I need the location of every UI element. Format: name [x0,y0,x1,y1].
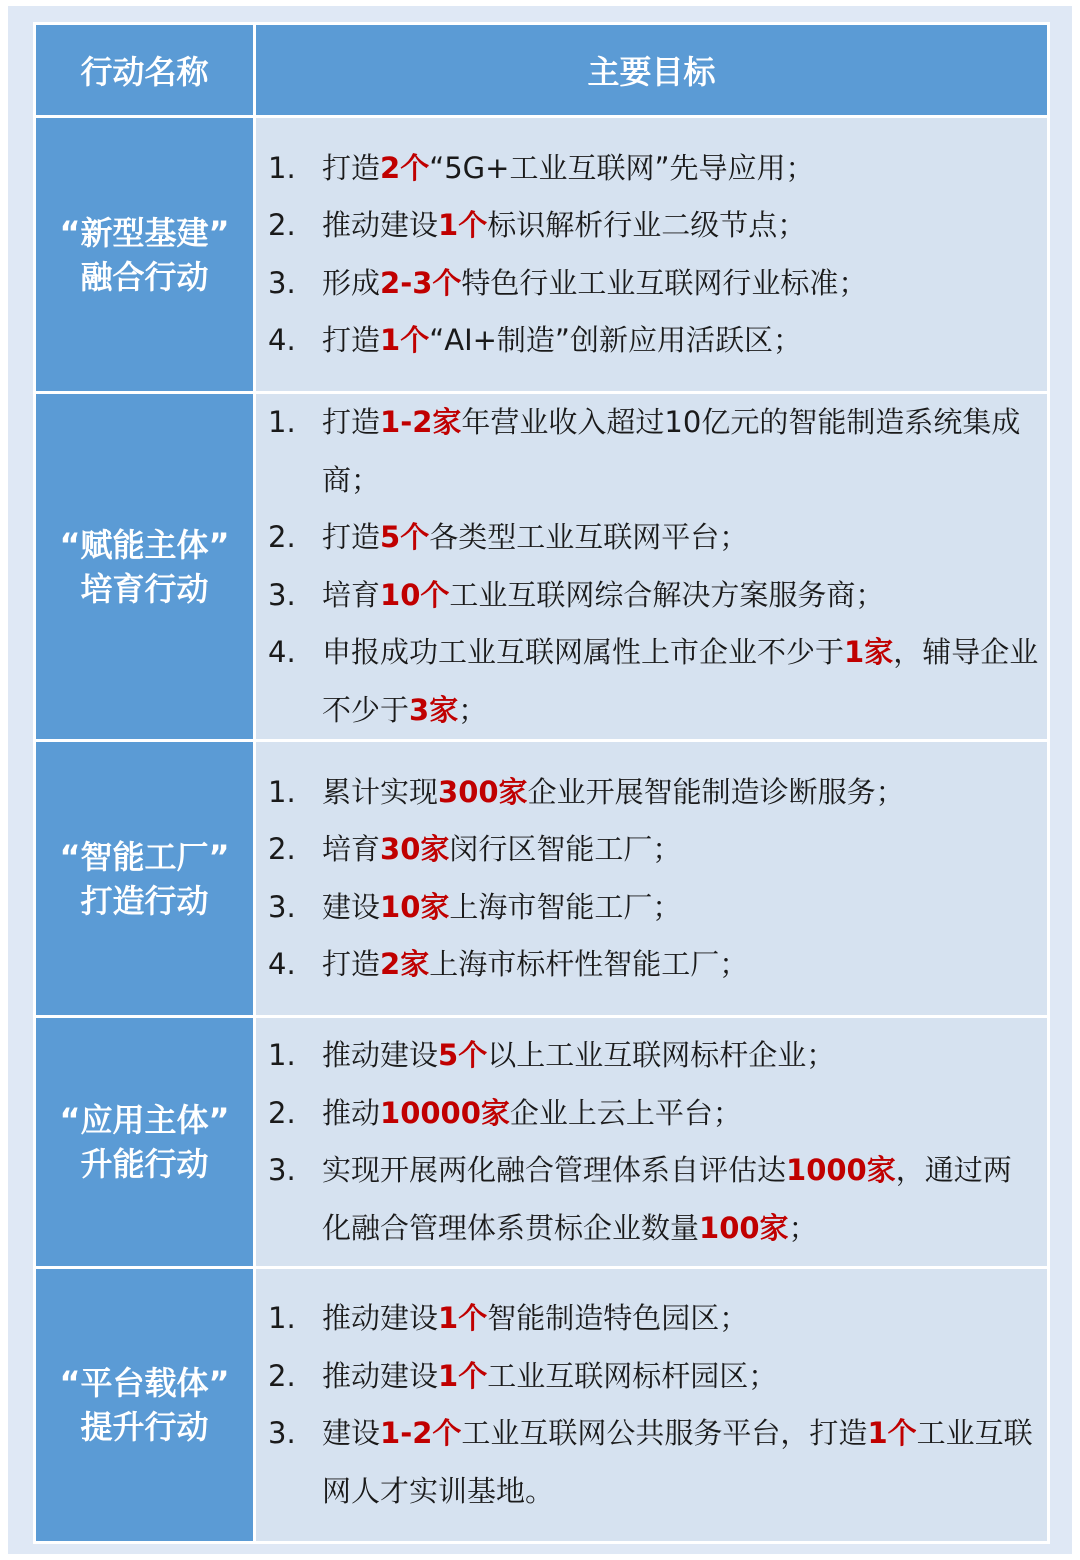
goal-item-number: 2. [268,520,296,554]
goal-item [266,1348,1039,1406]
goal-text: 推动 [322,1095,381,1130]
goal-item [266,1290,1039,1348]
goal-highlight-figure: 1-2家 [380,405,462,439]
action-name-line1: “平台载体” [59,1364,230,1402]
goal-highlight-figure: 10个 [380,577,450,612]
action-name-line2: 提升行动 [80,1408,209,1446]
goal-cell [255,117,1049,393]
goal-text: 打造 [322,947,381,981]
goal-text: 以上工业互联网标杆企业； [487,1038,836,1072]
goal-cell [255,1268,1049,1543]
goal-item-number: 3. [268,577,296,612]
goal-text: 推动建设 [322,208,439,242]
goal-text: 建设 [322,1416,381,1450]
table-header-row [35,24,1049,117]
goal-list [256,394,1047,739]
goal-item [266,1085,1039,1143]
goal-item [266,509,1039,567]
goal-highlight-figure: 2个 [380,150,430,185]
goal-highlight-figure: 100家 [699,1210,789,1245]
goal-text: 建设 [322,889,381,924]
goal-text: “AI+制造”创新应用活跃区； [429,323,802,357]
goal-text: 累计实现 [322,774,439,809]
goal-highlight-figure: 10家 [380,889,450,924]
goal-text: 工业互联网公共服务平台，打造 [461,1416,868,1450]
header-action-name: 行动名称 [35,24,255,117]
goal-text: 标识解析行业二级节点； [487,208,807,242]
goal-item [266,197,1039,255]
goal-text: 申报成功工业互联网属性上市企业不少于 [322,635,845,669]
goal-highlight-figure: 1000家 [786,1153,896,1187]
goal-text: 特色行业工业互联网行业标准； [461,265,868,300]
goal-text: 工业互联网标杆园区； [487,1358,778,1393]
goal-highlight-figure: 1家 [844,635,894,669]
goal-highlight-figure: 3家 [409,692,459,727]
goal-cell [255,1017,1049,1268]
action-name-line2: 融合行动 [80,257,209,296]
goal-item [266,1405,1039,1520]
action-name-cell [35,1017,255,1268]
goal-highlight-figure: 30家 [380,832,450,866]
goal-item-number: 4. [268,635,296,669]
goal-highlight-figure: 10000家 [380,1095,510,1130]
goal-text: 实现开展两化融合管理体系自评估达 [322,1153,787,1187]
goal-item [266,140,1039,198]
goal-item [266,879,1039,937]
action-name-line2: 培育行动 [80,569,209,608]
goal-item [266,764,1039,822]
goal-item-number: 2. [268,1095,296,1130]
goal-item [266,567,1039,625]
goal-highlight-figure: 2家 [380,947,430,981]
table-row [35,1017,1049,1268]
goal-item [266,936,1039,994]
goal-item [266,1142,1039,1257]
action-goals-table [33,22,1050,1544]
goal-item-number: 4. [268,947,296,981]
action-name-cell [35,741,255,1017]
goal-item-number: 2. [268,208,296,242]
action-name-line2: 升能行动 [80,1145,209,1183]
goal-highlight-figure: 1个 [438,1301,488,1335]
goal-item [266,624,1039,739]
goal-text: 打造 [322,150,381,185]
goal-item [266,1027,1039,1085]
goal-item-number: 3. [268,265,296,300]
goal-item-number: 1. [268,150,296,185]
goal-list [256,764,1047,994]
goal-item [266,394,1039,509]
goal-text: ； [788,1210,818,1245]
goal-item-number: 1. [268,1301,296,1335]
action-name-line1: “应用主体” [59,1101,230,1139]
goal-item-number: 1. [268,405,296,439]
goal-highlight-figure: 5个 [380,520,430,554]
goal-text: “5G+工业互联网”先导应用； [429,150,815,185]
goal-text: 各类型工业互联网平台； [429,520,749,554]
goal-item-number: 3. [268,1153,296,1187]
table-row [35,741,1049,1017]
goal-highlight-figure: 2-3个 [380,265,462,300]
goal-item-number: 1. [268,774,296,809]
action-name-cell [35,393,255,741]
goal-text: ，通过两化融合管理体系贯标企业数量 [322,1153,1012,1245]
action-name-cell [35,1268,255,1543]
table-row [35,1268,1049,1543]
goal-item [266,312,1039,370]
goal-highlight-figure: 5个 [438,1038,488,1072]
action-name-line1: “智能工厂” [59,837,230,876]
goal-highlight-figure: 300家 [438,774,528,809]
goal-item-number: 2. [268,832,296,866]
goal-highlight-figure: 1个 [438,208,488,242]
goal-text: 上海市标杆性智能工厂； [429,947,749,981]
goal-highlight-figure: 1个 [380,323,430,357]
goal-text: 培育 [322,577,381,612]
action-name-line1: “新型基建” [59,213,230,252]
goal-text: 形成 [322,265,381,300]
table-row [35,117,1049,393]
action-name-cell [35,117,255,393]
goal-text: 培育 [322,832,381,866]
goal-highlight-figure: 1-2个 [380,1416,462,1450]
goal-text: ，辅导企业不少于 [322,635,1039,727]
goal-text: 推动建设 [322,1358,439,1393]
goal-item-number: 1. [268,1038,296,1072]
goal-item-number: 2. [268,1358,296,1393]
goal-text: 年营业收入超过10亿元的智能制造系统集成商； [322,405,1021,497]
goal-text: 打造 [322,323,381,357]
goal-cell [255,393,1049,741]
goal-item-number: 3. [268,1416,296,1450]
goal-text: 闵行区智能工厂； [449,832,682,866]
goal-highlight-figure: 1个 [438,1358,488,1393]
goal-cell [255,741,1049,1017]
goal-list [256,140,1047,370]
goal-text: 企业开展智能制造诊断服务； [527,774,905,809]
table-row [35,393,1049,741]
action-name-line2: 打造行动 [80,881,209,920]
goal-highlight-figure: 1个 [867,1416,917,1450]
goal-text: 推动建设 [322,1301,439,1335]
goal-text: 打造 [322,520,381,554]
goal-item [266,255,1039,313]
goal-text: 打造 [322,405,381,439]
header-main-goals: 主要目标 [255,24,1049,117]
goal-text: 企业上云上平台； [509,1095,742,1130]
goal-text: 智能制造特色园区； [487,1301,749,1335]
goal-item-number: 4. [268,323,296,357]
goal-list [256,1290,1047,1520]
action-name-line1: “赋能主体” [59,525,230,564]
goal-text: ； [458,692,488,727]
goal-text: 工业互联网人才实训基地。 [322,1416,1033,1508]
goal-text: 上海市智能工厂； [449,889,682,924]
goal-text: 推动建设 [322,1038,439,1072]
goal-item-number: 3. [268,889,296,924]
goal-text: 工业互联网综合解决方案服务商； [449,577,885,612]
goal-item [266,821,1039,879]
goal-list [256,1027,1047,1257]
